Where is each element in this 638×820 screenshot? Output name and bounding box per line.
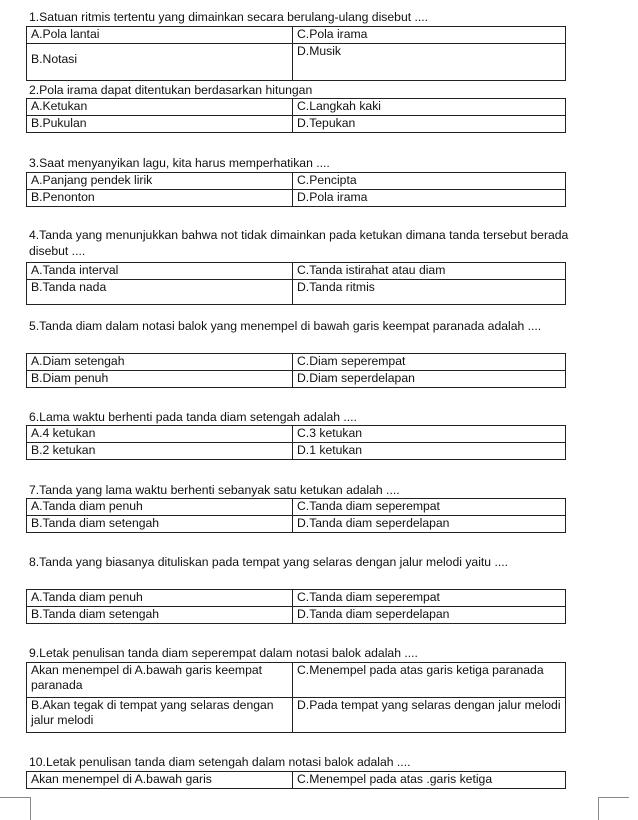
option-b: B.Tanda nada bbox=[27, 280, 293, 305]
options-table-2 bbox=[26, 98, 566, 133]
option-b: B.2 ketukan bbox=[27, 443, 293, 460]
option-b: B.Penonton bbox=[27, 190, 293, 207]
option-c: C.Pola irama bbox=[293, 27, 566, 44]
option-a: A.Tanda diam penuh bbox=[27, 590, 293, 607]
option-d: D.Tanda ritmis bbox=[293, 280, 566, 305]
options-table-5 bbox=[26, 353, 566, 388]
option-a: A.4 ketukan bbox=[27, 426, 293, 443]
option-a: A.Tanda diam penuh bbox=[27, 499, 293, 516]
question-7: 7.Tanda yang lama waktu berhenti sebanyak satu ketukan adalah .... bbox=[29, 483, 400, 497]
option-d: D.Diam seperdelapan bbox=[293, 371, 566, 388]
option-a: Akan menempel di A.bawah garis keempat paranada bbox=[27, 663, 293, 698]
option-a: A.Pola lantai bbox=[27, 27, 293, 44]
option-c: C.Menempel pada atas garis ketiga paranada bbox=[293, 663, 566, 698]
option-a: Akan menempel di A.bawah garis bbox=[27, 772, 293, 789]
question-4: 4.Tanda yang menunjukkan bahwa not tidak dimainkan pada ketukan dimana tanda tersebut berada disebut .... bbox=[29, 228, 569, 258]
option-c: C.Tanda diam seperempat bbox=[293, 590, 566, 607]
option-d: D.Pola irama bbox=[293, 190, 566, 207]
options-table-4 bbox=[26, 262, 566, 305]
question-9: 9.Letak penulisan tanda diam seperempat dalam notasi balok adalah .... bbox=[29, 646, 418, 660]
option-b: B.Akan tegak di tempat yang selaras dengan jalur melodi bbox=[27, 698, 293, 733]
options-table-10 bbox=[26, 771, 566, 789]
options-table-9 bbox=[26, 662, 566, 733]
question-3: 3.Saat menyanyikan lagu, kita harus memperhatikan .... bbox=[29, 156, 330, 170]
question-1: 1.Satuan ritmis tertentu yang dimainkan secara berulang-ulang disebut .... bbox=[29, 10, 429, 24]
question-5: 5.Tanda diam dalam notasi balok yang menempel di bawah garis keempat paranada adalah .... bbox=[29, 319, 542, 333]
option-d: D.Tanda diam seperdelapan bbox=[293, 607, 566, 624]
options-table-3 bbox=[26, 172, 566, 207]
options-table-8 bbox=[26, 589, 566, 624]
option-d: D.Musik bbox=[293, 44, 566, 81]
option-c: C.Tanda diam seperempat bbox=[293, 499, 566, 516]
options-table-6 bbox=[26, 425, 566, 460]
question-2: 2.Pola irama dapat ditentukan berdasarkan hitungan bbox=[29, 83, 313, 97]
option-a: A.Diam setengah bbox=[27, 354, 293, 371]
option-c: C.Tanda istirahat atau diam bbox=[293, 263, 566, 280]
option-b: B.Diam penuh bbox=[27, 371, 293, 388]
option-d: D.Tanda diam seperdelapan bbox=[293, 516, 566, 533]
option-a: A.Tanda interval bbox=[27, 263, 293, 280]
option-c: C.Diam seperempat bbox=[293, 354, 566, 371]
option-c: C.Langkah kaki bbox=[293, 99, 566, 116]
option-c: C.3 ketukan bbox=[293, 426, 566, 443]
page-corner-mark-right bbox=[598, 797, 629, 820]
option-b: B.Tanda diam setengah bbox=[27, 516, 293, 533]
option-d: D.Pada tempat yang selaras dengan jalur melodi bbox=[293, 698, 566, 733]
option-c: C.Menempel pada atas .garis ketiga bbox=[293, 772, 566, 789]
option-d: D.1 ketukan bbox=[293, 443, 566, 460]
option-c: C.Pencipta bbox=[293, 173, 566, 190]
option-b: B.Notasi bbox=[27, 44, 293, 81]
question-6: 6.Lama waktu berhenti pada tanda diam setengah adalah .... bbox=[29, 410, 357, 424]
option-a: A.Ketukan bbox=[27, 99, 293, 116]
option-b: B.Pukulan bbox=[27, 116, 293, 133]
question-10: 10.Letak penulisan tanda diam setengah dalam notasi balok adalah .... bbox=[29, 755, 411, 769]
option-d: D.Tepukan bbox=[293, 116, 566, 133]
option-a: A.Panjang pendek lirik bbox=[27, 173, 293, 190]
question-8: 8.Tanda yang biasanya dituliskan pada tempat yang selaras dengan jalur melodi yaitu .... bbox=[29, 555, 509, 569]
option-b: B.Tanda diam setengah bbox=[27, 607, 293, 624]
page-corner-mark-left bbox=[0, 797, 31, 820]
options-table-1 bbox=[26, 26, 566, 81]
options-table-7 bbox=[26, 498, 566, 533]
